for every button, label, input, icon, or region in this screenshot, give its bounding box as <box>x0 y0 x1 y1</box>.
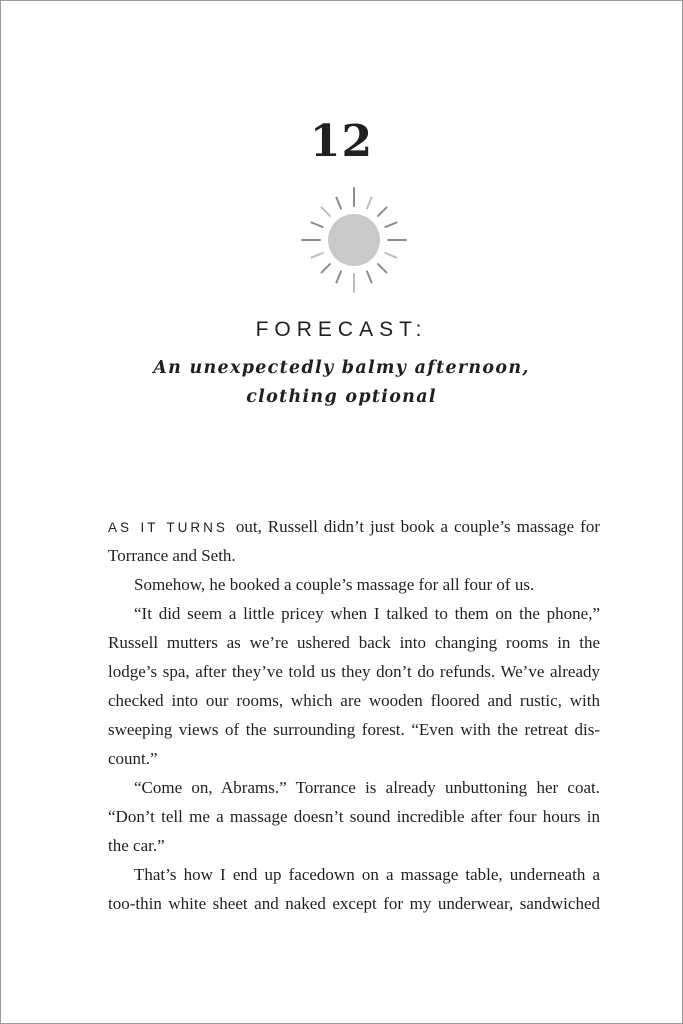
sun-ray <box>385 253 396 258</box>
sun-ray <box>336 198 341 209</box>
body-line-2: Torrance and Seth. <box>108 546 236 565</box>
sun-ray <box>367 271 372 282</box>
sun-ray <box>321 207 329 215</box>
sun-ray <box>312 222 323 227</box>
sun-ray <box>321 264 329 272</box>
body-line-3: Somehow, he booked a couple’s massage for all four of us. <box>134 575 535 594</box>
chapter-number: 12 <box>309 116 374 167</box>
body-line-4: “It did seem a little pricey when I talked to them on the phone,” <box>134 604 600 623</box>
body-line-5: Russell mutters as we’re ushered back into changing rooms in the <box>108 633 600 652</box>
lead-in-smallcaps: AS IT TURNS <box>108 520 228 535</box>
body-line-11: “Don’t tell me a massage doesn’t sound incredible after four hours in <box>108 807 600 826</box>
forecast-label: FORECAST: <box>255 318 428 341</box>
body-line-8: sweeping views of the surrounding forest. “Even with the retreat dis- <box>108 720 600 739</box>
sun-icon <box>294 184 414 304</box>
sun-ray <box>385 222 396 227</box>
forecast-description-line-2: clothing optional <box>246 387 437 407</box>
body-line-1-text: out, Russell didn’t just book a couple’s massage for <box>229 517 600 536</box>
body-line-14: too-thin white sheet and naked except for my underwear, sandwiched <box>108 894 600 913</box>
forecast-description-line-1: An unexpectedly balmy afternoon, <box>153 358 530 378</box>
body-line-12: the car.” <box>108 836 165 855</box>
body-line-6: lodge’s spa, after they’ve told us they don’t do refunds. We’ve already <box>108 662 600 681</box>
forecast-description <box>0 354 683 412</box>
sun-ray <box>336 271 341 282</box>
sun-ray <box>378 264 386 272</box>
sun-ray <box>312 253 323 258</box>
body-line-9: count.” <box>108 749 158 768</box>
body-text <box>108 512 600 918</box>
body-line-1 <box>108 512 600 541</box>
body-line-13: That’s how I end up facedown on a massage table, underneath a <box>134 865 600 884</box>
body-line-10: “Come on, Abrams.” Torrance is already unbuttoning her coat. <box>134 778 600 797</box>
sun-ray <box>367 198 372 209</box>
body-line-7: checked into our rooms, which are wooden floored and rustic, with <box>108 691 600 710</box>
sun-ray <box>378 207 386 215</box>
